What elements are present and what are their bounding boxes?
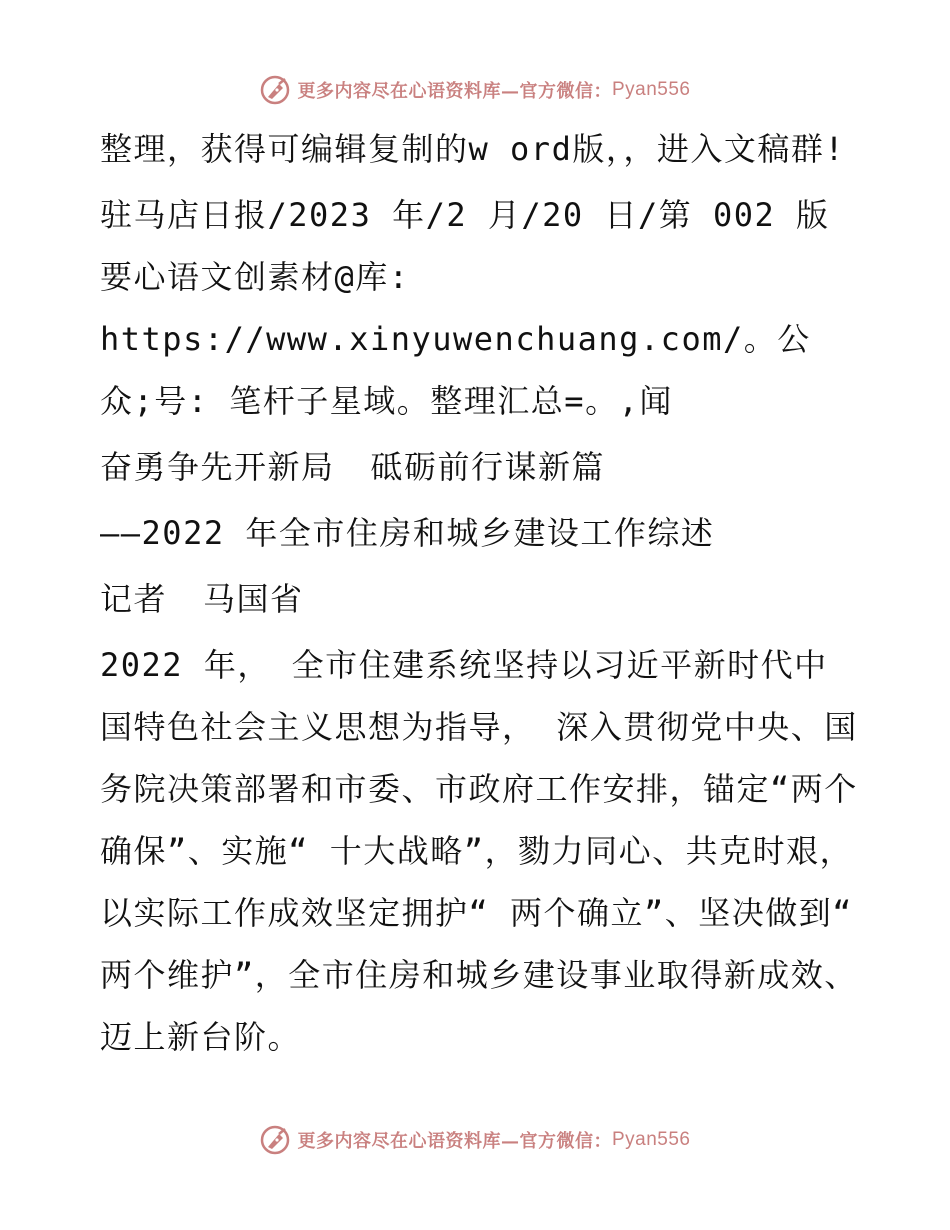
pen-nib-logo-icon — [259, 74, 291, 106]
banner-text: 更多内容尽在心语资料库—官方微信： — [297, 1131, 612, 1152]
reporter-name: 马国省 — [203, 580, 304, 618]
header-banner — [0, 70, 950, 110]
banner-wechat-id: Pyan556 — [611, 1129, 691, 1150]
banner-text: 更多内容尽在心语资料库—官方微信： — [297, 81, 612, 102]
article-title — [100, 436, 860, 498]
body-paragraph: 2022 年， 全市住建系统坚持以习近平新时代中国特色社会主义思想为指导， 深入贯彻党中央、国务院决策部署和市委、市政府工作安排，锚定“两个确保”、实施“ 十大战略”，勠力同心、共克时艰，以实际工作成效坚定拥护“ 两个确立”、坚决做到“ 两个维护”，全市住房和城乡建设事业取得新成效、迈上新台阶。 — [100, 646, 858, 1056]
document-body — [100, 118, 860, 1072]
article-subtitle: ——2022 年全市住房和城乡建设工作综述 — [100, 514, 715, 552]
reporter-label: 记者 — [100, 580, 168, 618]
source-paragraph: 驻马店日报/2023 年/2 月/20 日/第 002 版要心语文创素材@库: https://www.xinyuwenchuang.com/。公众;号: 笔杆子星域。整理汇总=。,闻 — [100, 196, 830, 420]
footer-banner — [0, 1120, 950, 1160]
title-part-2: 砥砺前行谋新篇 — [370, 448, 606, 486]
reporter-line — [100, 568, 860, 630]
banner-wechat-id: Pyan556 — [611, 79, 691, 100]
intro-paragraph: 整理，获得可编辑复制的w ord版，，进入文稿群! — [100, 130, 846, 168]
pen-nib-logo-icon — [259, 1124, 291, 1156]
title-part-1: 奋勇争先开新局 — [100, 448, 335, 486]
